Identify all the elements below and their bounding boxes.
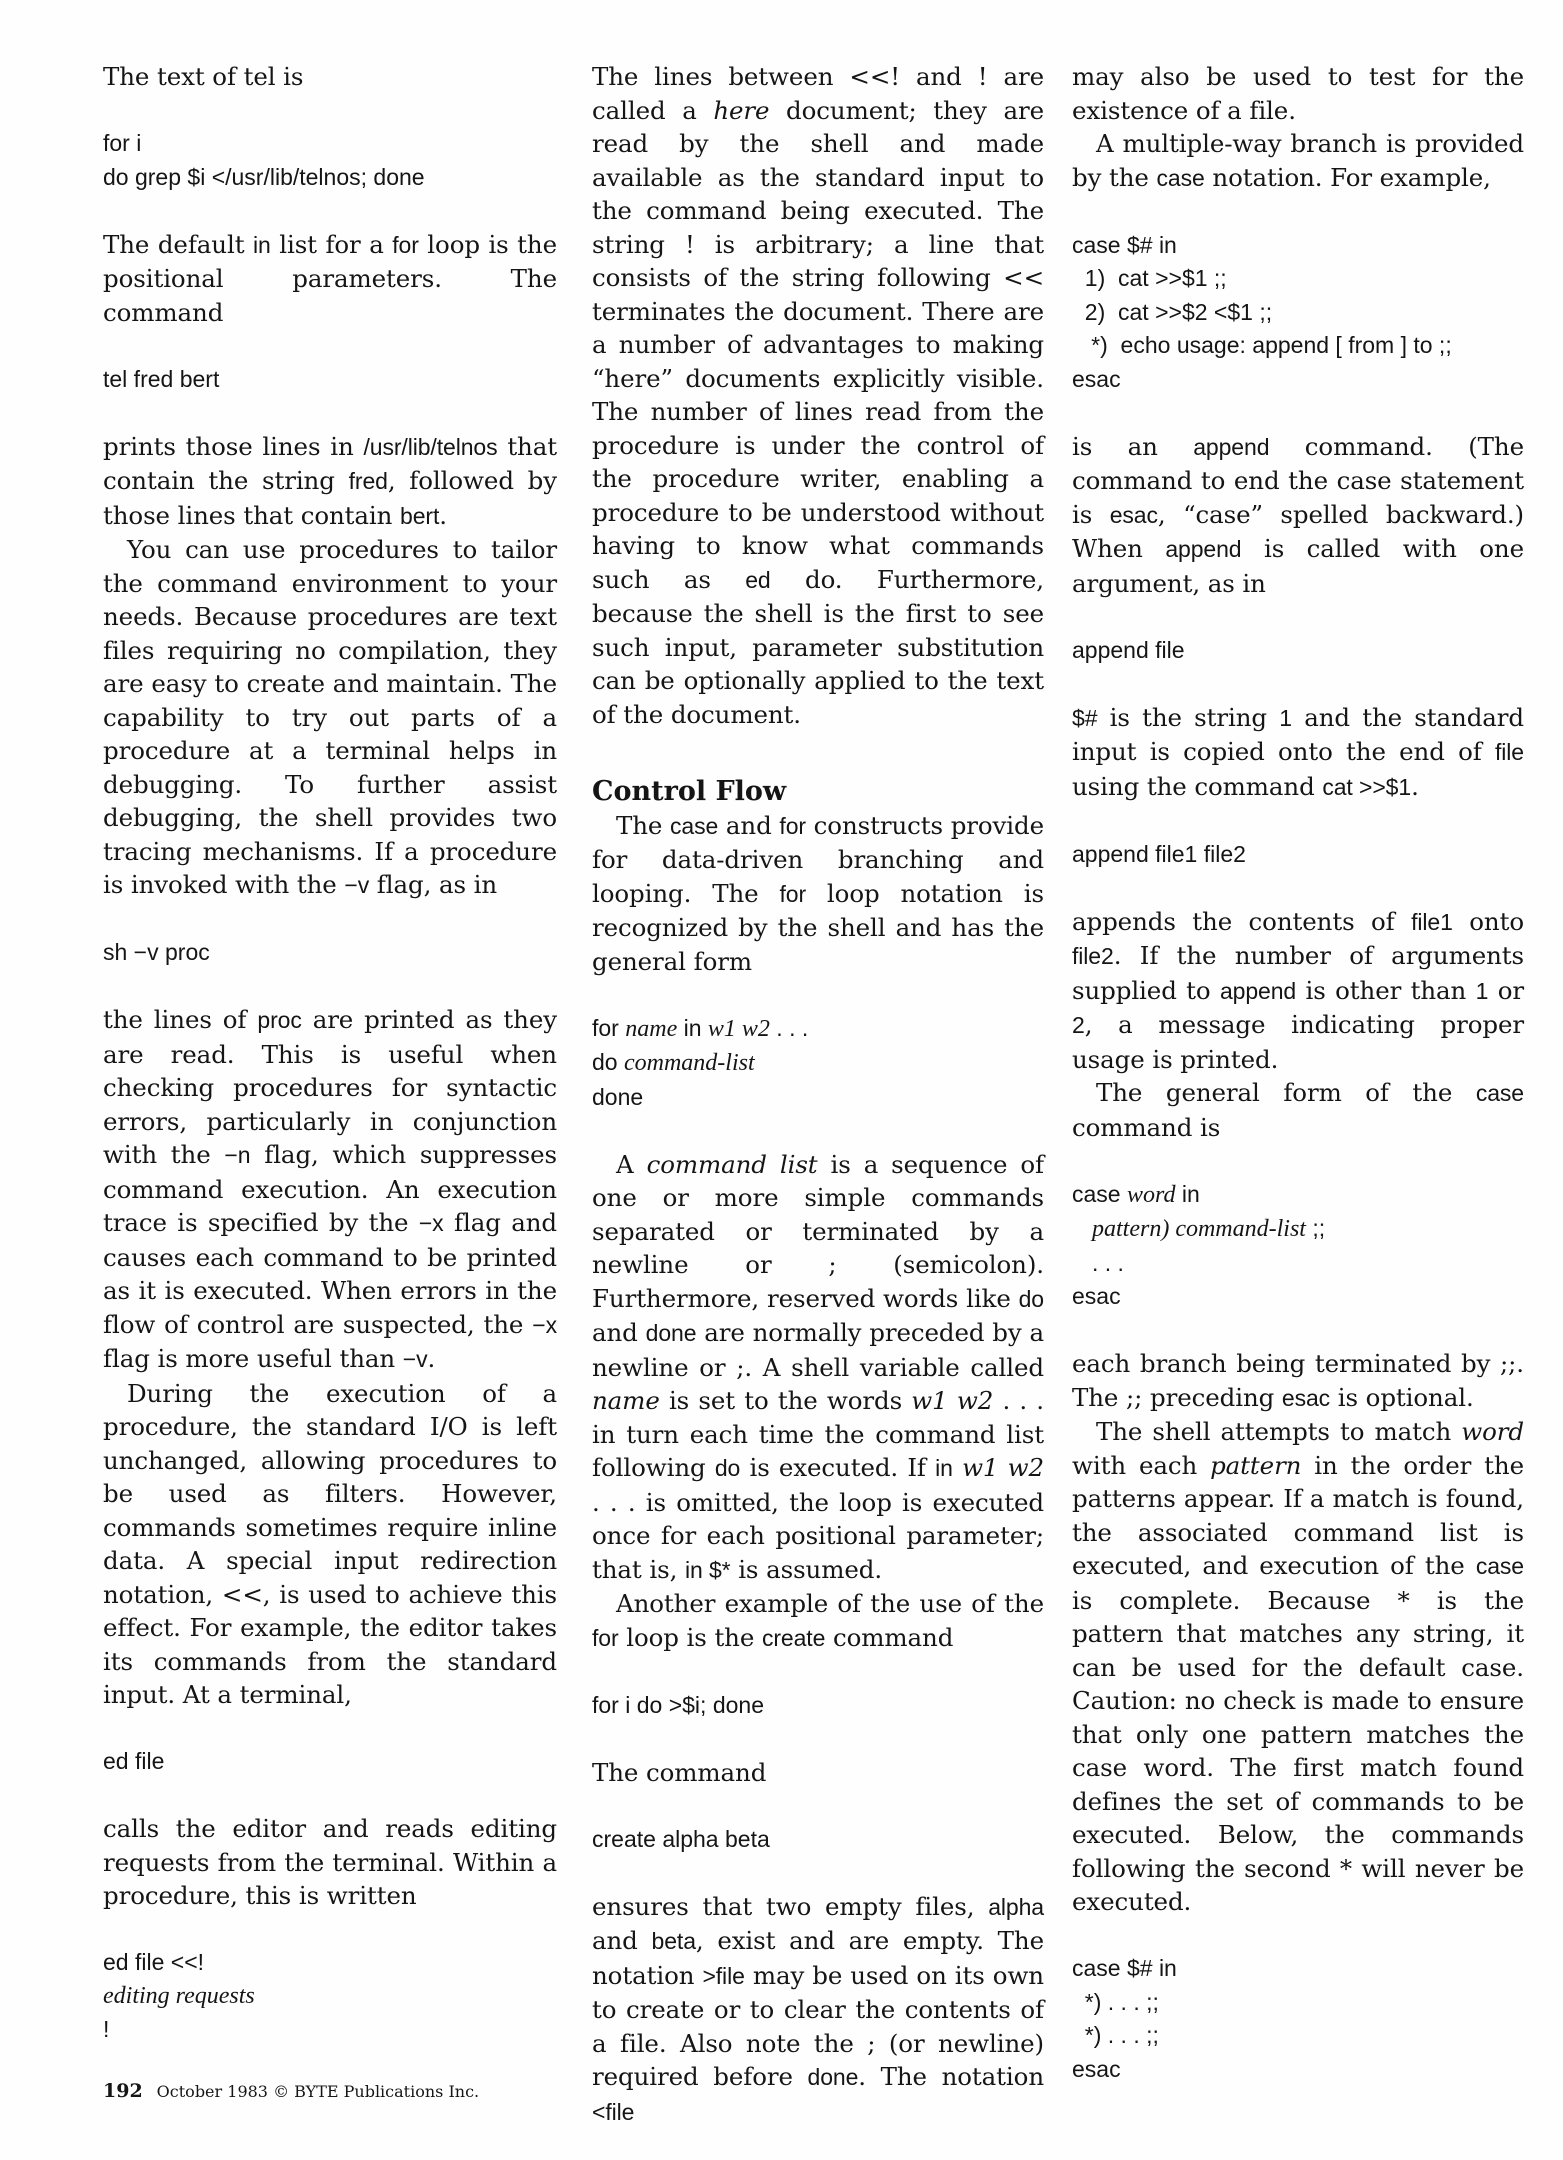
code-line: do command-list xyxy=(592,1049,755,1076)
code-line: case $# in xyxy=(1072,231,1177,258)
code-line: pattern) command-list ;; xyxy=(1092,1215,1326,1242)
paragraph: the lines of proc are printed as they are read. This is useful when checking procedures for syntactic errors, particularly in conjunction with the −n flag, which suppresses command execution. An execution trace is specified by the −x flag and causes each command to be printed as it is executed. When errors in the flow of control are suspected, the −x flag is more useful than −v. xyxy=(103,1005,558,1373)
paragraph: is an append command. (The command to end the case statement is esac, “case” spelled backward.) When append is called with one argument, as in xyxy=(1072,431,1524,598)
paragraph: A command list is a sequence of one or more simple commands separated or terminated by a newline or ; (semicolon). Furthermore, reserved words like do and done are normally preceded by a newline or ;. A shell variable called name is set to the words w1 w2 . . . in turn each time the command list following do is executed. If in w1 w2 . . . is omitted, the loop is executed once for each positional parameter; that is, in $* is assumed. xyxy=(592,1149,1045,1584)
paragraph: A multiple-way branch is provided by the case notation. For example, xyxy=(1072,129,1524,192)
paragraph: The text of tel is xyxy=(103,62,304,91)
paragraph: The command xyxy=(592,1757,767,1787)
column-2 xyxy=(592,60,1044,2129)
code-line: do grep $i </usr/lib/telnos; done xyxy=(103,163,425,190)
code-line: *) . . . ;; xyxy=(1072,2022,1159,2048)
paragraph: ensures that two empty files, alpha and beta, exist and are empty. The notation >file may be used on its own to create or to clear the contents of a file. Also note the ; (or newline) required before done. The notation <file xyxy=(592,1891,1044,2125)
code-line: case $# in xyxy=(1072,1955,1177,1981)
paragraph: During the execution of a procedure, the standard I/O is left unchanged, allowing procedures to be used as filters. However, commands sometimes require inline data. A special input redirection notation, <<, is used to achieve this effect. For example, the editor takes its commands from the standard input. At a terminal, xyxy=(103,1378,557,1709)
code-line: *) . . . ;; xyxy=(1072,1988,1159,2015)
code-line: tel fred bert xyxy=(103,365,220,392)
code-line: ! xyxy=(103,2016,110,2042)
paragraph: may also be used to test for the existence of a file. xyxy=(1072,62,1524,125)
code-line: editing requests xyxy=(103,1982,255,2009)
code-line: esac xyxy=(1072,1283,1121,1309)
code-line: ed file <<! xyxy=(103,1949,205,1975)
paragraph: The general form of the case command is xyxy=(1072,1078,1524,1142)
page-footer xyxy=(103,2080,479,2102)
code-line: append file1 file2 xyxy=(1072,840,1246,867)
code-line: esac xyxy=(1072,365,1121,392)
code-line: case word in xyxy=(1072,1180,1200,1208)
code-line: for name in w1 w2 . . . xyxy=(592,1014,809,1042)
paragraph: each branch being terminated by ;;. The ;; preceding esac is optional. xyxy=(1072,1349,1524,1412)
publication-credit: October 1983 © BYTE Publications Inc. xyxy=(156,2082,480,2101)
section-heading: Control Flow xyxy=(592,775,787,807)
code-line: . . . xyxy=(1092,1249,1124,1276)
code-line: 1) cat >>$1 ;; xyxy=(1072,265,1227,291)
code-line: append file xyxy=(1072,636,1185,663)
paragraph: The default in list for a for loop is the positional parameters. The command xyxy=(103,229,558,327)
code-line: *) echo usage: append [ from ] to ;; xyxy=(1072,332,1452,358)
paragraph: $# is the string 1 and the standard input is copied onto the end of file using the command cat >>$1. xyxy=(1072,702,1524,801)
code-line: for i xyxy=(103,130,142,156)
code-line: 2) cat >>$2 <$1 ;; xyxy=(1072,298,1273,325)
paragraph: calls the editor and reads editing requests from the terminal. Within a procedure, this is written xyxy=(103,1814,557,1910)
code-line: esac xyxy=(1072,2055,1121,2082)
code-line: sh −v proc xyxy=(103,939,210,965)
code-line: create alpha beta xyxy=(592,1825,770,1852)
code-line: done xyxy=(592,1083,644,1110)
paragraph: The case and for constructs provide for data-driven branching and looping. The for loop notation is recognized by the shell and has the general form xyxy=(592,810,1044,976)
column-1 xyxy=(103,60,557,2047)
code-line: for i do >$i; done xyxy=(592,1691,764,1718)
paragraph: The shell attempts to match word with each pattern in the order the patterns appear. If a match is found, the associated command list is executed, and execution of the case is complete. Because * is the pattern that matches any string, it can be used for the default case. Caution: no check is made to ensure that only one pattern matches the case word. The first match found defines the set of commands to be executed. Below, the commands following the second * will never be executed. xyxy=(1072,1417,1524,1916)
paragraph: You can use procedures to tailor the command environment to your needs. Because procedures are text files requiring no compilation, they are easy to create and maintain. The capability to try out parts of a procedure at a terminal helps in debugging. To further assist debugging, the shell provides two tracing mechanisms. If a procedure is invoked with the −v flag, as in xyxy=(103,535,557,899)
paragraph: Another example of the use of the for loop is the create command xyxy=(592,1589,1044,1652)
page-number: 192 xyxy=(103,2080,143,2102)
paragraph: appends the contents of file1 onto file2. If the number of arguments supplied to append is other than 1 or 2, a message indicating proper usage is printed. xyxy=(1072,906,1525,1074)
paragraph: prints those lines in /usr/lib/telnos that contain the string fred, followed by those lines that contain bert. xyxy=(103,431,557,530)
column-3 xyxy=(1072,60,1524,2086)
code-line: ed file xyxy=(103,1748,165,1774)
paragraph: The lines between <<! and ! are called a here document; they are read by the shell and made available as the standard input to the command being executed. The string ! is arbitrary; a line that consists of the string following << terminates the document. There are a number of advantages to making “here” documents explicitly visible. The number of lines read from the procedure is under the control of the procedure writer, enabling a procedure to be understood without having to know what commands such as ed do. Furthermore, because the shell is the first to see such input, parameter substitution can be optionally applied to the text of the document. xyxy=(592,62,1044,729)
